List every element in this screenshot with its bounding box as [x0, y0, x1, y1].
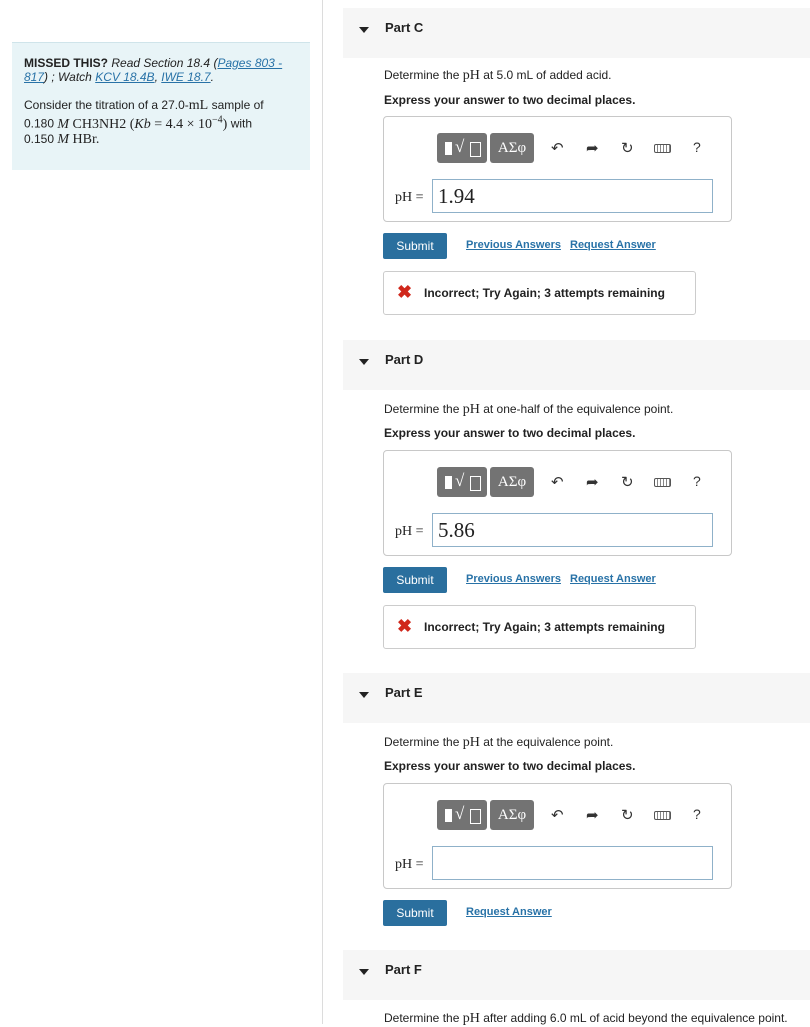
previous-answers-link[interactable]: Previous Answers [466, 239, 561, 251]
request-answer-link[interactable]: Request Answer [570, 239, 656, 251]
help-icon[interactable]: ? [693, 473, 701, 489]
feedback-box [383, 605, 696, 649]
undo-icon[interactable]: ↶ [551, 474, 564, 491]
collapse-caret-icon[interactable] [359, 692, 369, 698]
question-text: Determine the pH at the equivalence point. [384, 735, 614, 750]
reset-icon[interactable]: ↻ [621, 140, 634, 157]
redo-icon[interactable]: ➦ [586, 474, 599, 491]
templates-button[interactable]: √ [437, 133, 487, 163]
keyboard-icon[interactable] [654, 478, 671, 487]
incorrect-x-icon: ✖ [397, 616, 413, 636]
question-text: Determine the pH at one-half of the equivalence point. [384, 402, 674, 417]
ph-label: pH = [395, 857, 424, 872]
instruction-text: Express your answer to two decimal places. [384, 759, 636, 773]
request-answer-link[interactable]: Request Answer [570, 573, 656, 585]
pages-link[interactable]: Pages 803 - 817 [24, 56, 283, 84]
help-icon[interactable]: ? [693, 139, 701, 155]
part-title: Part F [385, 962, 422, 977]
answer-input[interactable]: 1.94 [432, 179, 713, 213]
undo-icon[interactable]: ↶ [551, 807, 564, 824]
part-title: Part C [385, 20, 424, 35]
greek-symbols-button[interactable]: ΑΣφ [490, 467, 534, 497]
submit-button[interactable]: Submit [383, 900, 447, 926]
part-c-header[interactable] [343, 8, 810, 58]
iwe-link[interactable]: IWE 18.7 [161, 70, 211, 84]
missed-this-text: MISSED THIS? Read Section 18.4 (Pages 803 - 817) ; Watch KCV 18.4B, IWE 18.7. [24, 56, 283, 84]
incorrect-x-icon: ✖ [397, 282, 413, 302]
question-text: Determine the pH at 5.0 mL of added acid. [384, 68, 612, 83]
instruction-text: Express your answer to two decimal places. [384, 426, 636, 440]
feedback-message: Incorrect; Try Again; 3 attempts remaining [424, 620, 665, 634]
undo-icon[interactable]: ↶ [551, 140, 564, 157]
request-answer-link[interactable]: Request Answer [466, 906, 552, 918]
feedback-box [383, 271, 696, 315]
answer-box [383, 783, 732, 889]
keyboard-icon[interactable] [654, 811, 671, 820]
feedback-message: Incorrect; Try Again; 3 attempts remaining [424, 286, 665, 300]
part-title: Part E [385, 685, 423, 700]
ph-label: pH = [395, 524, 424, 539]
problem-info-box [12, 42, 310, 170]
part-d-header[interactable] [343, 340, 810, 390]
greek-symbols-button[interactable]: ΑΣφ [490, 800, 534, 830]
part-title: Part D [385, 352, 424, 367]
previous-answers-link[interactable]: Previous Answers [466, 573, 561, 585]
reset-icon[interactable]: ↻ [621, 807, 634, 824]
answer-input[interactable] [432, 846, 713, 880]
answer-box [383, 116, 732, 222]
instruction-text: Express your answer to two decimal places. [384, 93, 636, 107]
answer-input[interactable]: 5.86 [432, 513, 713, 547]
redo-icon[interactable]: ➦ [586, 140, 599, 157]
part-e-header[interactable] [343, 673, 810, 723]
missed-this-label: MISSED THIS? [24, 56, 109, 70]
submit-button[interactable]: Submit [383, 233, 447, 259]
ph-label: pH = [395, 190, 424, 205]
redo-icon[interactable]: ➦ [586, 807, 599, 824]
kcv-link[interactable]: KCV 18.4B [95, 70, 155, 84]
part-f-header[interactable] [343, 950, 810, 1000]
watch-text: ; Watch [51, 70, 92, 84]
greek-symbols-button[interactable]: ΑΣφ [490, 133, 534, 163]
keyboard-icon[interactable] [654, 144, 671, 153]
collapse-caret-icon[interactable] [359, 27, 369, 33]
submit-button[interactable]: Submit [383, 567, 447, 593]
reset-icon[interactable]: ↻ [621, 474, 634, 491]
templates-button[interactable]: √ [437, 800, 487, 830]
collapse-caret-icon[interactable] [359, 359, 369, 365]
left-panel [0, 0, 323, 1024]
question-text: Determine the pH after adding 6.0 mL of acid beyond the equivalence point. [384, 1011, 788, 1026]
collapse-caret-icon[interactable] [359, 969, 369, 975]
help-icon[interactable]: ? [693, 806, 701, 822]
read-section-text: Read Section 18.4 [111, 56, 211, 70]
templates-button[interactable]: √ [437, 467, 487, 497]
problem-statement: Consider the titration of a 27.0-mL sample of 0.180 M CH3NH2 $(Kb = 4.4 \times 10^{-4})$ with 0.150 M HBr. [24, 98, 264, 147]
answer-box [383, 450, 732, 556]
